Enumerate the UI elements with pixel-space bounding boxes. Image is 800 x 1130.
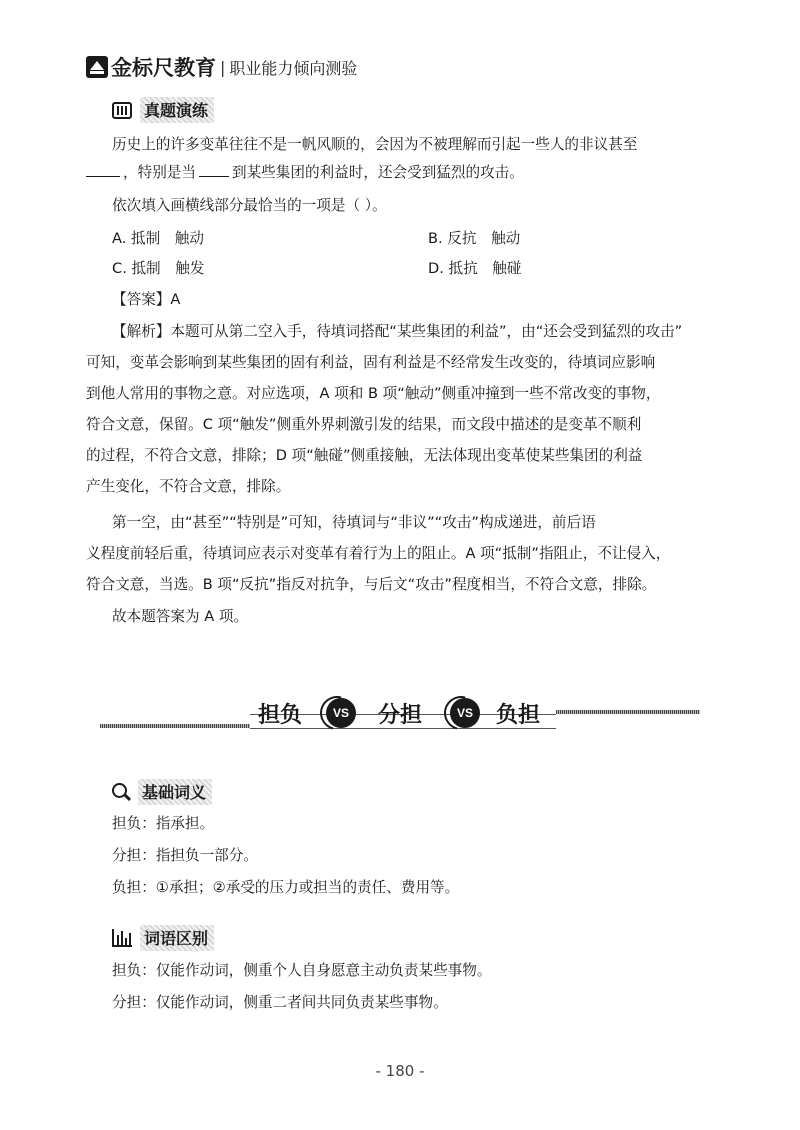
practice-heading-title: 真题演练 [140, 97, 214, 123]
banner-right-rule [556, 710, 700, 714]
banner-left-rule [100, 724, 250, 728]
banner-word-3: 负担 [496, 702, 541, 728]
vs-badge-1: VS [326, 698, 356, 728]
brand-name: 金标尺教育 [111, 56, 216, 80]
comparison-banner [100, 692, 700, 742]
diff-line: 分担：仅能作动词，侧重二者间共同负责某些事物。 [112, 994, 448, 1011]
basic-heading-title: 基础词义 [138, 779, 212, 805]
option-d: D. 抵抗 触碰 [428, 260, 522, 277]
banner-word-2: 分担 [378, 702, 423, 728]
analysis-line: 符合文意，保留。C 项“触发”侧重外界刺激引发的结果，而文段中描述的是变革不顺利 [86, 416, 642, 433]
magnifier-icon [112, 783, 130, 801]
analysis-line: 产生变化，不符合文意，排除。 [86, 478, 291, 495]
question-instruction: 依次填入画横线部分最恰当的一项是（ ）。 [112, 197, 387, 214]
analysis-line: 【解析】本题可从第二空入手，待填词搭配“某些集团的利益”，由“还会受到猛烈的攻击” [112, 323, 683, 340]
brand-logo-icon [86, 56, 108, 78]
option-c: C. 抵制 触发 [112, 260, 205, 277]
blank-2 [199, 163, 229, 177]
basic-line: 担负：指承担。 [112, 815, 215, 832]
header-separator: | [220, 57, 226, 77]
analysis2-line: 符合文意，当选。B 项“反抗”指反对抗争，与后文“攻击”程度相当，不符合文意，排除。 [86, 576, 657, 593]
page-header [86, 52, 357, 82]
analysis2-line: 第一空，由“甚至”“特别是”可知，待填词与“非议”“攻击”构成递进，前后语 [112, 514, 596, 531]
banner-word-1: 担负 [258, 702, 303, 728]
basic-line: 分担：指担负一部分。 [112, 847, 258, 864]
vs-badge-2: VS [450, 698, 480, 728]
practice-heading [112, 97, 214, 123]
header-subtitle: 职业能力倾向测验 [229, 58, 358, 78]
analysis-line: 可知，变革会影响到某些集团的固有利益，固有利益是不经常发生改变的，待填词应影响 [86, 354, 656, 371]
diff-line: 担负：仅能作动词，侧重个人自身愿意主动负责某些事物。 [112, 962, 492, 979]
analysis2-line: 义程度前轻后重，待填词应表示对变革有着行为上的阻止。A 项“抵制”指阻止，不让侵入， [86, 545, 671, 562]
question-stem-line2: ，特别是当 到某些集团的利益时，还会受到猛烈的攻击。 [86, 163, 524, 183]
blank-1 [86, 163, 120, 177]
conclusion-line: 故本题答案为 A 项。 [112, 608, 249, 625]
option-a: A. 抵制 触动 [112, 230, 204, 247]
answer-line: 【答案】A [112, 291, 181, 308]
analysis-line: 的过程，不符合文意，排除；D 项“触碰”侧重接触，无法体现出变革使某些集团的利益 [86, 447, 643, 464]
analysis-line: 到他人常用的事物之意。对应选项，A 项和 B 项“触动”侧重冲撞到一些不常改变的事物， [86, 385, 661, 402]
option-b: B. 反抗 触动 [428, 230, 521, 247]
page-number: - 180 - [375, 1062, 425, 1080]
basic-heading [112, 779, 212, 805]
practice-icon [112, 102, 132, 119]
diff-heading-title: 词语区别 [140, 925, 214, 951]
question-stem-line1: 历史上的许多变革往往不是一帆风顺的，会因为不被理解而引起一些人的非议甚至 [112, 136, 638, 153]
diff-heading [112, 925, 214, 951]
basic-line: 负担：①承担；②承受的压力或担当的责任、费用等。 [112, 879, 460, 896]
bar-chart-icon [112, 929, 132, 947]
